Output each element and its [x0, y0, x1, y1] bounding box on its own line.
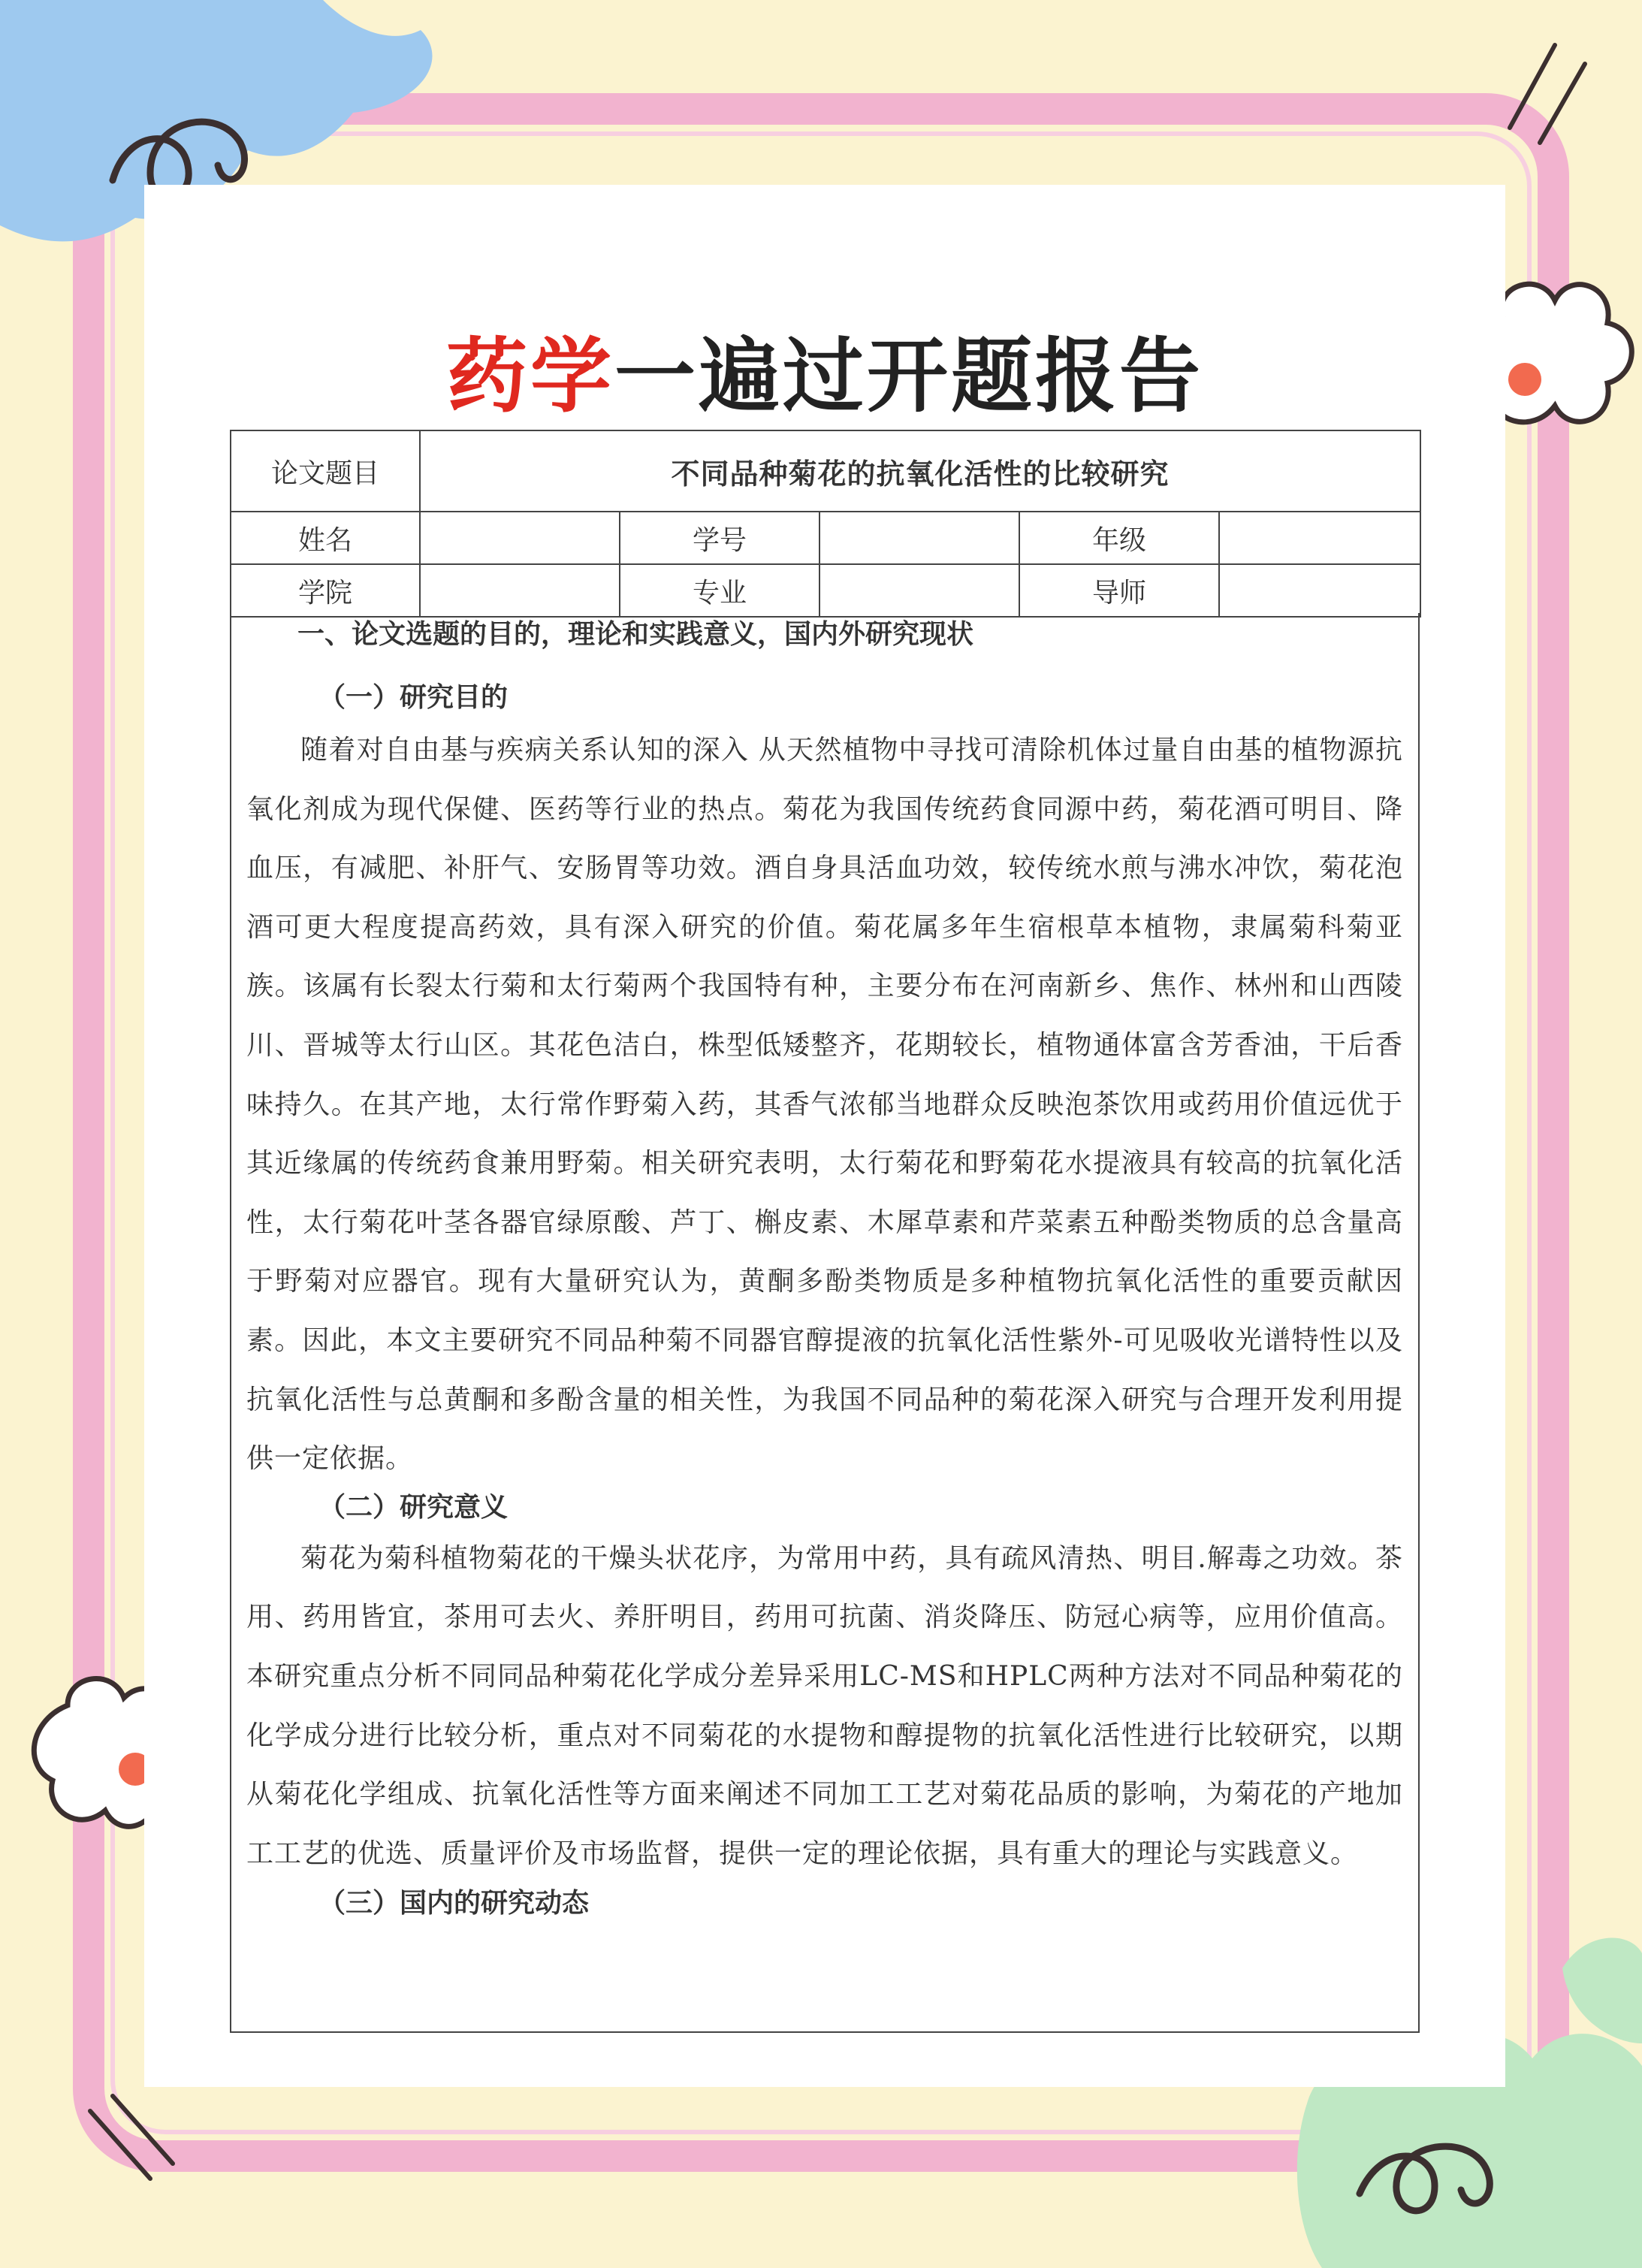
name-value[interactable] [420, 512, 620, 564]
grade-value[interactable] [1219, 512, 1420, 564]
title-rest: 一遍过开题报告 [614, 329, 1204, 424]
purpose-heading: （一）研究目的 [318, 681, 509, 713]
domestic-research-heading: （三）国内的研究动态 [318, 1887, 590, 1919]
name-label: 姓名 [231, 512, 420, 564]
student-id-value[interactable] [819, 512, 1019, 564]
report-content [230, 613, 1420, 2033]
topic-label: 论文题目 [231, 430, 420, 512]
college-label: 学院 [231, 564, 420, 617]
student-id-label: 学号 [620, 512, 819, 564]
major-label: 专业 [620, 564, 819, 617]
purpose-paragraph: 随着对自由基与疾病关系认知的深入 从天然植物中寻找可清除机体过量自由基的植物源抗氧化剂成为现代保健、医药等行业的热点。菊花为我国传统药食同源中药，菊花酒可明目、降血压，有减肥、补肝气、安肠胃等功效。酒自身具活血功效，较传统水煎与沸水冲饮，菊花泡酒可更大程度提高药效，具有深入研究的价值。菊花属多年生宿根草本植物，隶属菊科菊亚族。该属有长裂太行菊和太行菊两个我国特有种，主要分布在河南新乡、焦作、林州和山西陵川、晋城等太行山区。其花色洁白，株型低矮整齐，花期较长，植物通体富含芳香油，干后香味持久。在其产地，太行常作野菊入药，其香气浓郁当地群众反映泡茶饮用或药用价值远优于其近缘属的传统药食兼用野菊。相关研究表明，太行菊花和野菊花水提液具有较高的抗氧化活性，太行菊花叶茎各器官绿原酸、芦丁、槲皮素、木犀草素和芹菜素五种酚类物质的总含量高于野菊对应器官。现有大量研究认为，黄酮多酚类物质是多种植物抗氧化活性的重要贡献因素。因此，本文主要研究不同品种菊不同器官醇提液的抗氧化活性紫外-可见吸收光谱特性以及抗氧化活性与总黄酮和多酚含量的相关性，为我国不同品种的菊花深入研究与合理开发利用提供一定依据。 [246, 735, 1403, 1475]
significance-heading: （二）研究意义 [318, 1490, 509, 1523]
info-table [230, 430, 1421, 618]
major-value[interactable] [819, 564, 1019, 617]
topic-value: 不同品种菊花的抗氧化活性的比较研究 [420, 430, 1420, 512]
section-heading: 一、论文选题的目的，理论和实践意义，国内外研究现状 [297, 618, 974, 650]
advisor-label: 导师 [1019, 564, 1219, 617]
title-accent: 药学 [445, 329, 614, 424]
grade-label: 年级 [1019, 512, 1219, 564]
page-title [144, 328, 1505, 425]
college-value[interactable] [420, 564, 620, 617]
significance-paragraph: 菊花为菊科植物菊花的干燥头状花序，为常用中药，具有疏风清热、明目.解毒之功效。茶用、药用皆宜，茶用可去火、养肝明目，药用可抗菌、消炎降压、防冠心病等，应用价值高。本研究重点分析不同同品种菊花化学成分差异采用LC-MS和HPLC两种方法对不同品种菊花的化学成分进行比较分析，重点对不同菊花的水提物和醇提物的抗氧化活性进行比较研究，以期从菊花化学组成、抗氧化活性等方面来阐述不同加工工艺对菊花品质的影响，为菊花的产地加工工艺的优选、质量评价及市场监督，提供一定的理论依据，具有重大的理论与实践意义。 [246, 1542, 1403, 1869]
advisor-value[interactable] [1219, 564, 1420, 617]
green-splash [1562, 1938, 1642, 2043]
report-sheet [144, 185, 1505, 2087]
